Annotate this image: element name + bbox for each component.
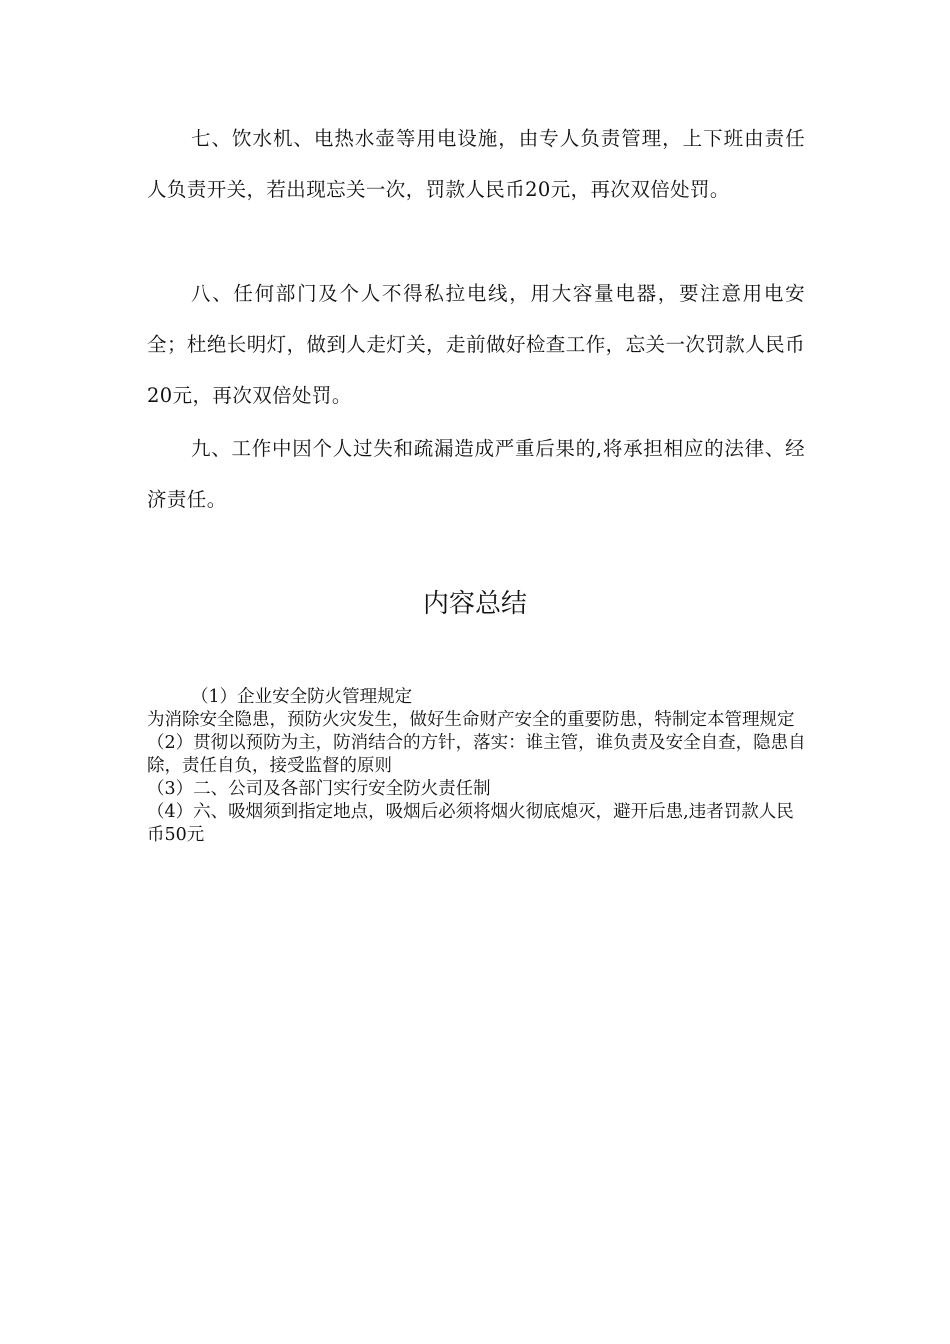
paragraph-seven: 七、饮水机、电热水壶等用电设施，由专人负责管理，上下班由责任人负责开关，若出现忘关一次，罚款人民币20元，再次双倍处罚。	[147, 127, 805, 201]
summary-list	[147, 686, 807, 847]
summary-item: （4）六、吸烟须到指定地点，吸烟后必须将烟火彻底熄灭，避开后患,违者罚款人民币50元	[147, 802, 794, 845]
paragraph-nine: 九、工作中因个人过失和疏漏造成严重后果的,将承担相应的法律、经济责任。	[147, 437, 805, 511]
summary-title: 内容总结	[422, 589, 527, 619]
paragraph-eight: 八、任何部门及个人不得私拉电线，用大容量电器，要注意用电安全；杜绝长明灯，做到人走灯关，走前做好检查工作，忘关一次罚款人民币20元，再次双倍处罚。	[147, 282, 805, 407]
summary-item: （2）贯彻以预防为主，防消结合的方针，落实：谁主管，谁负责及安全自查，隐患自除，责任自负，接受监督的原则	[147, 733, 806, 776]
summary-item: 为消除安全隐患，预防火灾发生，做好生命财产安全的重要防患，特制定本管理规定	[147, 710, 795, 730]
summary-item: （3）二、公司及各部门实行安全防火责任制	[147, 779, 491, 799]
summary-item: （1）企业安全防火管理规定	[191, 687, 413, 707]
